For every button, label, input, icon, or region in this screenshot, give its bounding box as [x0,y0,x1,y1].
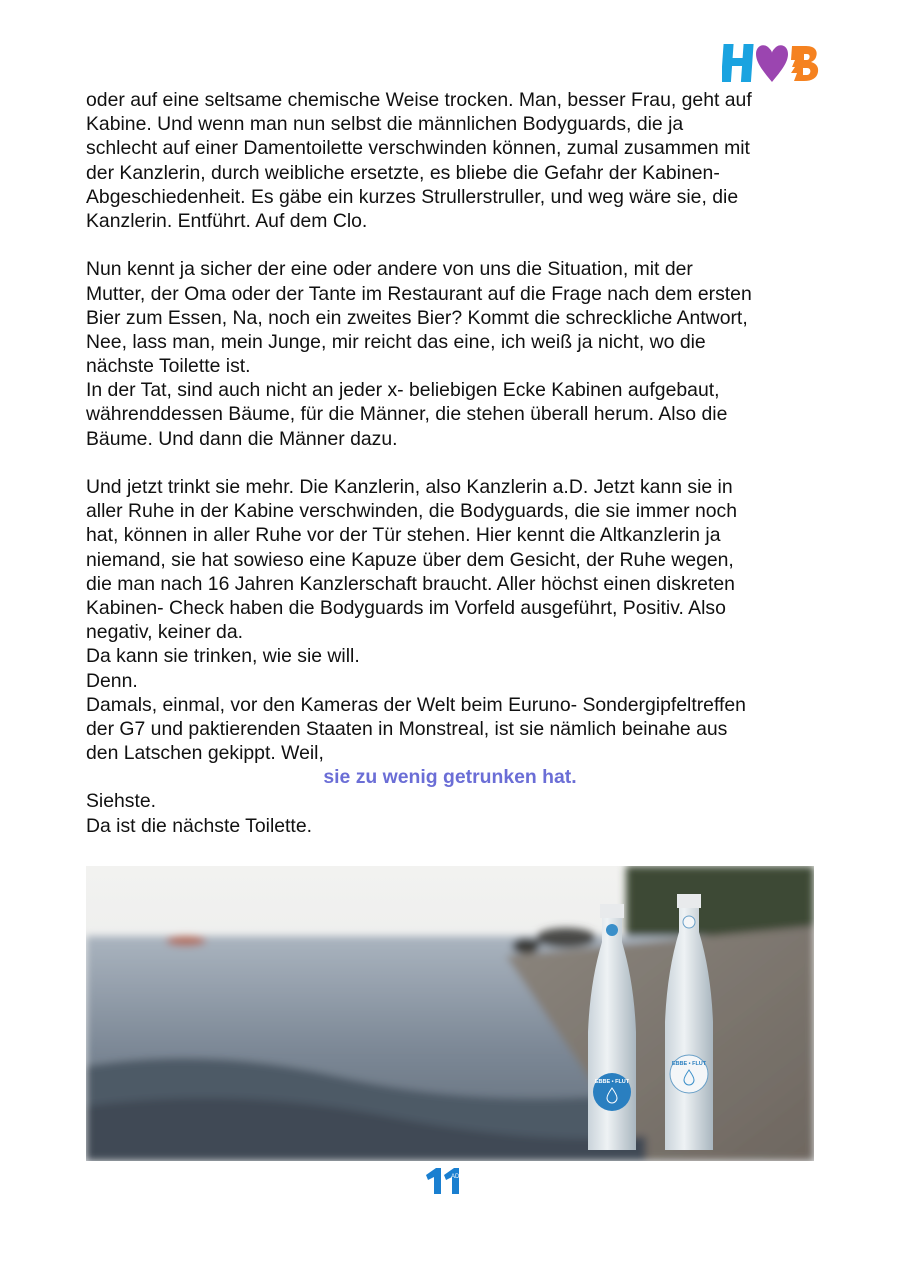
text-line: Bier zum Essen, Na, noch ein zweites Bier? Kommt die schreckliche Antwort, [86,306,748,329]
text-line: nächste Toilette ist. [86,355,251,378]
text-line: niemand, sie hat sowieso eine Kapuze über dem Gesicht, der Ruhe wegen, [86,548,734,571]
text-line: den Latschen gekippt. Weil, [86,742,324,765]
text-line: oder auf eine seltsame chemische Weise trocken. Man, besser Frau, geht auf [86,89,752,111]
text-line: Mutter, der Oma oder der Tante im Restaurant auf die Frage nach dem ersten [86,282,752,305]
text-line: die man nach 16 Jahren Kanzlerschaft braucht. Aller höchst einen diskreten [86,572,735,595]
text-line: der G7 und paktierenden Staaten in Monstreal, ist sie nämlich beinahe aus [86,717,728,740]
paragraph-1 [86,88,826,233]
text-line: Siehste. [86,790,157,813]
text-line: hat, können in aller Ruhe vor der Tür stehen. Hier kennt die Altkanzlerin ja [86,524,721,547]
text-line: Abgeschiedenheit. Es gäbe ein kurzes Strullerstruller, und weg wäre sie, die [86,185,739,208]
text-line: der Kanzlerin, durch weibliche ersetzte, es bliebe die Gefahr der Kabinen- [86,161,720,184]
paragraph-2 [86,257,826,451]
text-line: Kabinen- Check haben die Bodyguards im Vorfeld ausgeführt, Positiv. Also [86,596,726,619]
text-line: Da ist die nächste Toilette. [86,814,312,837]
text-line: Kabine. Und wenn man nun selbst die männlichen Bodyguards, die ja [86,113,684,136]
text-line: negativ, keiner da. [86,621,244,644]
text-line: Nun kennt ja sicher der eine oder andere von uns die Situation, mit der [86,258,693,281]
text-line: Bäume. Und dann die Männer dazu. [86,427,398,450]
bottle-label-text: EBBE • FLUT [594,1079,630,1085]
page-number-sup: AD [451,1174,460,1180]
text-line: Da kann sie trinken, wie sie will. [86,645,360,668]
text-line: Und jetzt trinkt sie mehr. Die Kanzlerin, also Kanzlerin a.D. Jetzt kann sie in [86,476,733,498]
text-line: Nee, lass man, mein Junge, mir reicht das eine, ich weiß ja nicht, wo die [86,330,706,353]
text-line: Denn. [86,669,138,692]
text-line: aller Ruhe in der Kabine verschwinden, die Bodyguards, die sie immer noch [86,500,738,523]
highlighted-sentence: sie zu wenig getrunken hat. [323,766,577,789]
photo-water-bottles-on-beach [86,866,814,1161]
article-body [86,88,826,838]
text-line: Kanzlerin. Entführt. Auf dem Clo. [86,209,368,232]
page-number [424,1165,464,1197]
text-line: währenddessen Bäume, für die Männer, die stehen überall herum. Also die [86,403,728,426]
text-line: Damals, einmal, vor den Kameras der Welt beim Euruno- Sondergipfeltreffen [86,693,746,716]
text-line: In der Tat, sind auch nicht an jeder x- beliebigen Ecke Kabinen aufgebaut, [86,379,720,402]
bottle-label-text: EBBE • FLUT [671,1061,707,1067]
paragraph-3 [86,475,826,765]
text-line: schlecht auf einer Damentoilette verschwinden können, zumal zusammen mit [86,137,750,160]
hvb-logo [722,38,822,88]
